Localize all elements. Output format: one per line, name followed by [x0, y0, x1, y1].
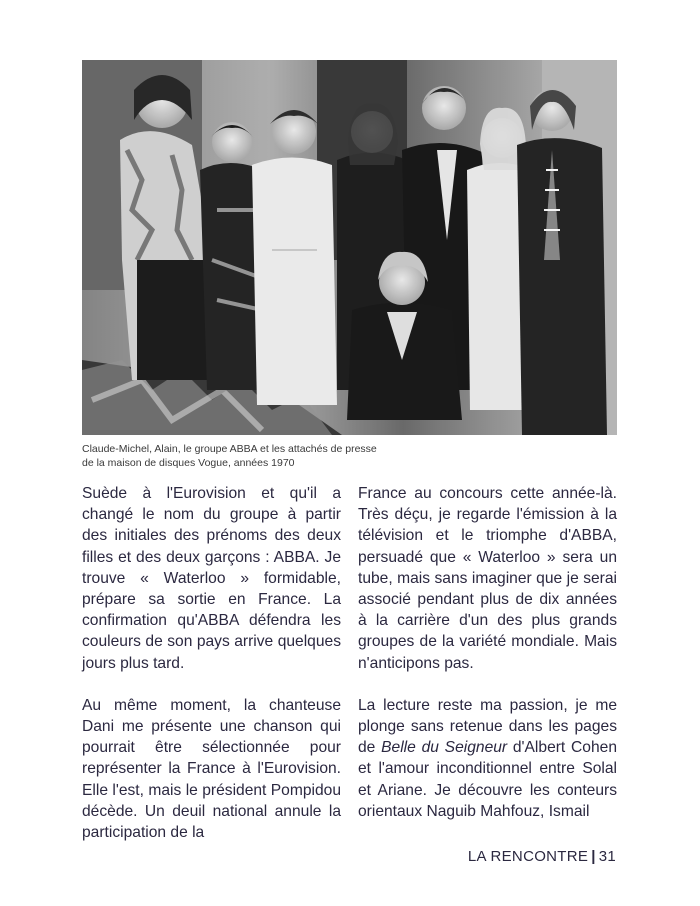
caption-line-2: de la maison de disques Vogue, années 1970 [82, 457, 295, 469]
photo-caption [82, 442, 522, 470]
photo-illustration [82, 60, 617, 435]
left-paragraph-2: Au même moment, la chanteuse Dani me présente une chanson qui pourrait être sélectionnée pour représenter la France à l'Eurovision. Elle l'est, mais le président Pompidou décède. Un deuil national annule la participation de la [82, 696, 341, 842]
left-paragraph-1: Suède à l'Eurovision et qu'il a changé le nom du groupe à partir des initiales des prénoms des deux filles et des deux garçons : ABBA. Je trouve « Waterloo » formidable, prépare sa sortie en France. La confirmation qu'ABBA défendra les couleurs de son pays arrive quelques jours plus tard. [82, 485, 341, 672]
page-footer [468, 848, 616, 865]
caption-line-1: Claude-Michel, Alain, le groupe ABBA et les attachés de presse [82, 443, 377, 455]
right-paragraph-2 [358, 695, 617, 822]
abba-group-photo [82, 60, 617, 435]
footer-separator: | [591, 848, 596, 865]
right-paragraph-1: France au concours cette année-là. Très déçu, je regarde l'émission à la télévision et le triomphe d'ABBA, persuadé que « Waterloo » sera un tube, mais sans imaginer que je serai associé pendant plus de dix années à la carrière d'un des plus grands groupes de la variété mondiale. Mais n'anticipons pas. [358, 485, 617, 672]
page-number: 31 [598, 848, 616, 865]
right-paragraph-2-start: La lecture reste ma passion, je me plonge sans retenue dans les pages de [358, 696, 617, 757]
section-title: LA RENCONTRE [467, 848, 589, 865]
right-column [358, 483, 617, 843]
right-paragraph-2-end: d'Albert Cohen et l'amour inconditionnel entre Solal et Ariane. Je découvre les conteurs orientaux Naguib Mahfouz, Ismail [358, 739, 617, 820]
book-title: Belle du Seigneur [381, 739, 508, 757]
left-column [82, 483, 341, 864]
